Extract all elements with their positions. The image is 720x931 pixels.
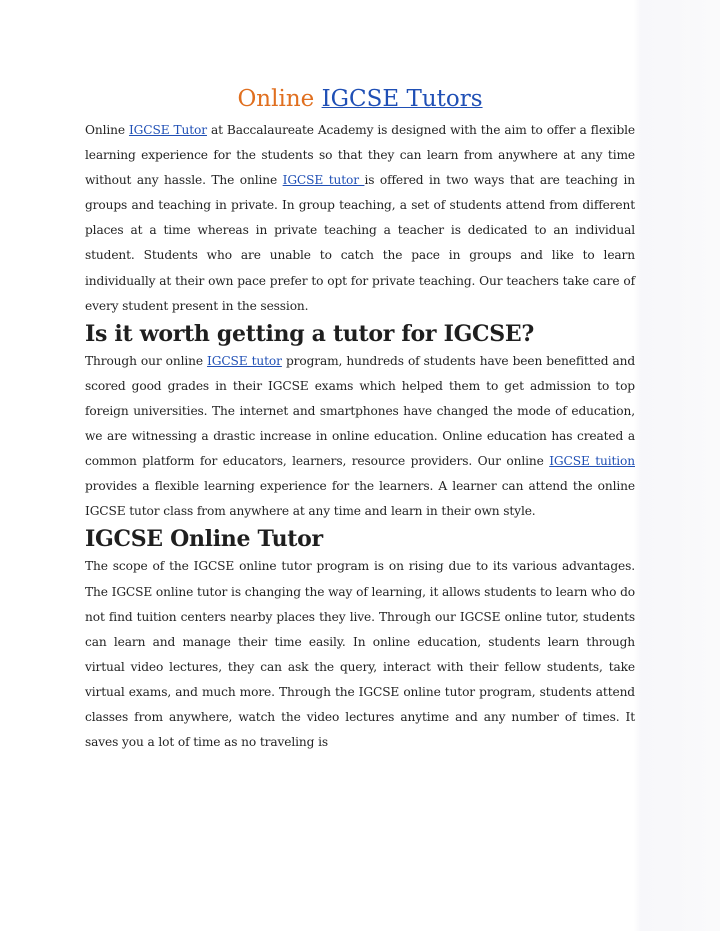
title-word-online: Online bbox=[237, 86, 315, 112]
worth-tutor-paragraph bbox=[85, 349, 635, 525]
intro-text-2: at Baccalaureate Academy is designed with the aim to offer a flexible learning experience for the students so that they can learn from anywhere at any time without any hassle. The online bbox=[85, 123, 635, 188]
intro-text-3: is offered in two ways that are teaching in groups and teaching in private. In group teaching, a set of students attend from different places at a time whereas in private teaching a teacher is dedicated to an individual student. Students who are unable to catch the pace in groups and like to learn individually at their own pace prefer to opt for private teaching. Our teachers take care of every student present in the session. bbox=[85, 173, 635, 313]
igcse-tutor-link-1[interactable]: IGCSE Tutor bbox=[128, 123, 207, 137]
section-heading-online-tutor: IGCSE Online Tutor bbox=[85, 526, 323, 553]
intro-text-1: Online bbox=[85, 123, 129, 137]
page-title bbox=[85, 82, 635, 116]
worth-text-2: program, hundreds of students have been benefitted and scored good grades in their IGCSE exams which helped them to get admission to top foreign universities. The internet and smartphones have changed the mode of education, we are witnessing a drastic increase in online education. Online education has created a common platform for educators, learners, resource providers. Our online bbox=[85, 353, 636, 469]
igcse-tutor-link-3[interactable]: IGCSE tutor bbox=[207, 353, 282, 368]
worth-text-3: provides a flexible learning experience for the learners. A learner can attend the online IGCSE tutor class from anywhere at any time and learn in their own style. bbox=[85, 479, 635, 519]
title-link-igcse-tutors[interactable]: IGCSE Tutors bbox=[321, 86, 483, 112]
document-body bbox=[85, 82, 635, 755]
online-tutor-paragraph: The scope of the IGCSE online tutor program is on rising due to its various advantages. The IGCSE online tutor is changing the way of learning, it allows students to learn who do not find tuition centers nearby places they live. Through our IGCSE online tutor, students can learn and manage their time easily. In online education, students learn through virtual video lectures, they can ask the query, interact with their fellow students, take virtual exams, and much more. Through the IGCSE online tutor program, students attend classes from anywhere, watch the video lectures anytime and any number of times. It saves you a lot of time as no traveling is bbox=[85, 559, 635, 750]
section-heading-worth-tutor: Is it worth getting a tutor for IGCSE? bbox=[85, 320, 534, 347]
worth-text-1: Through our online bbox=[85, 353, 208, 368]
intro-paragraph bbox=[85, 118, 635, 319]
igcse-tutor-link-2[interactable]: IGCSE tutor bbox=[282, 173, 365, 188]
igcse-tuition-link[interactable]: IGCSE tuition bbox=[549, 454, 635, 469]
